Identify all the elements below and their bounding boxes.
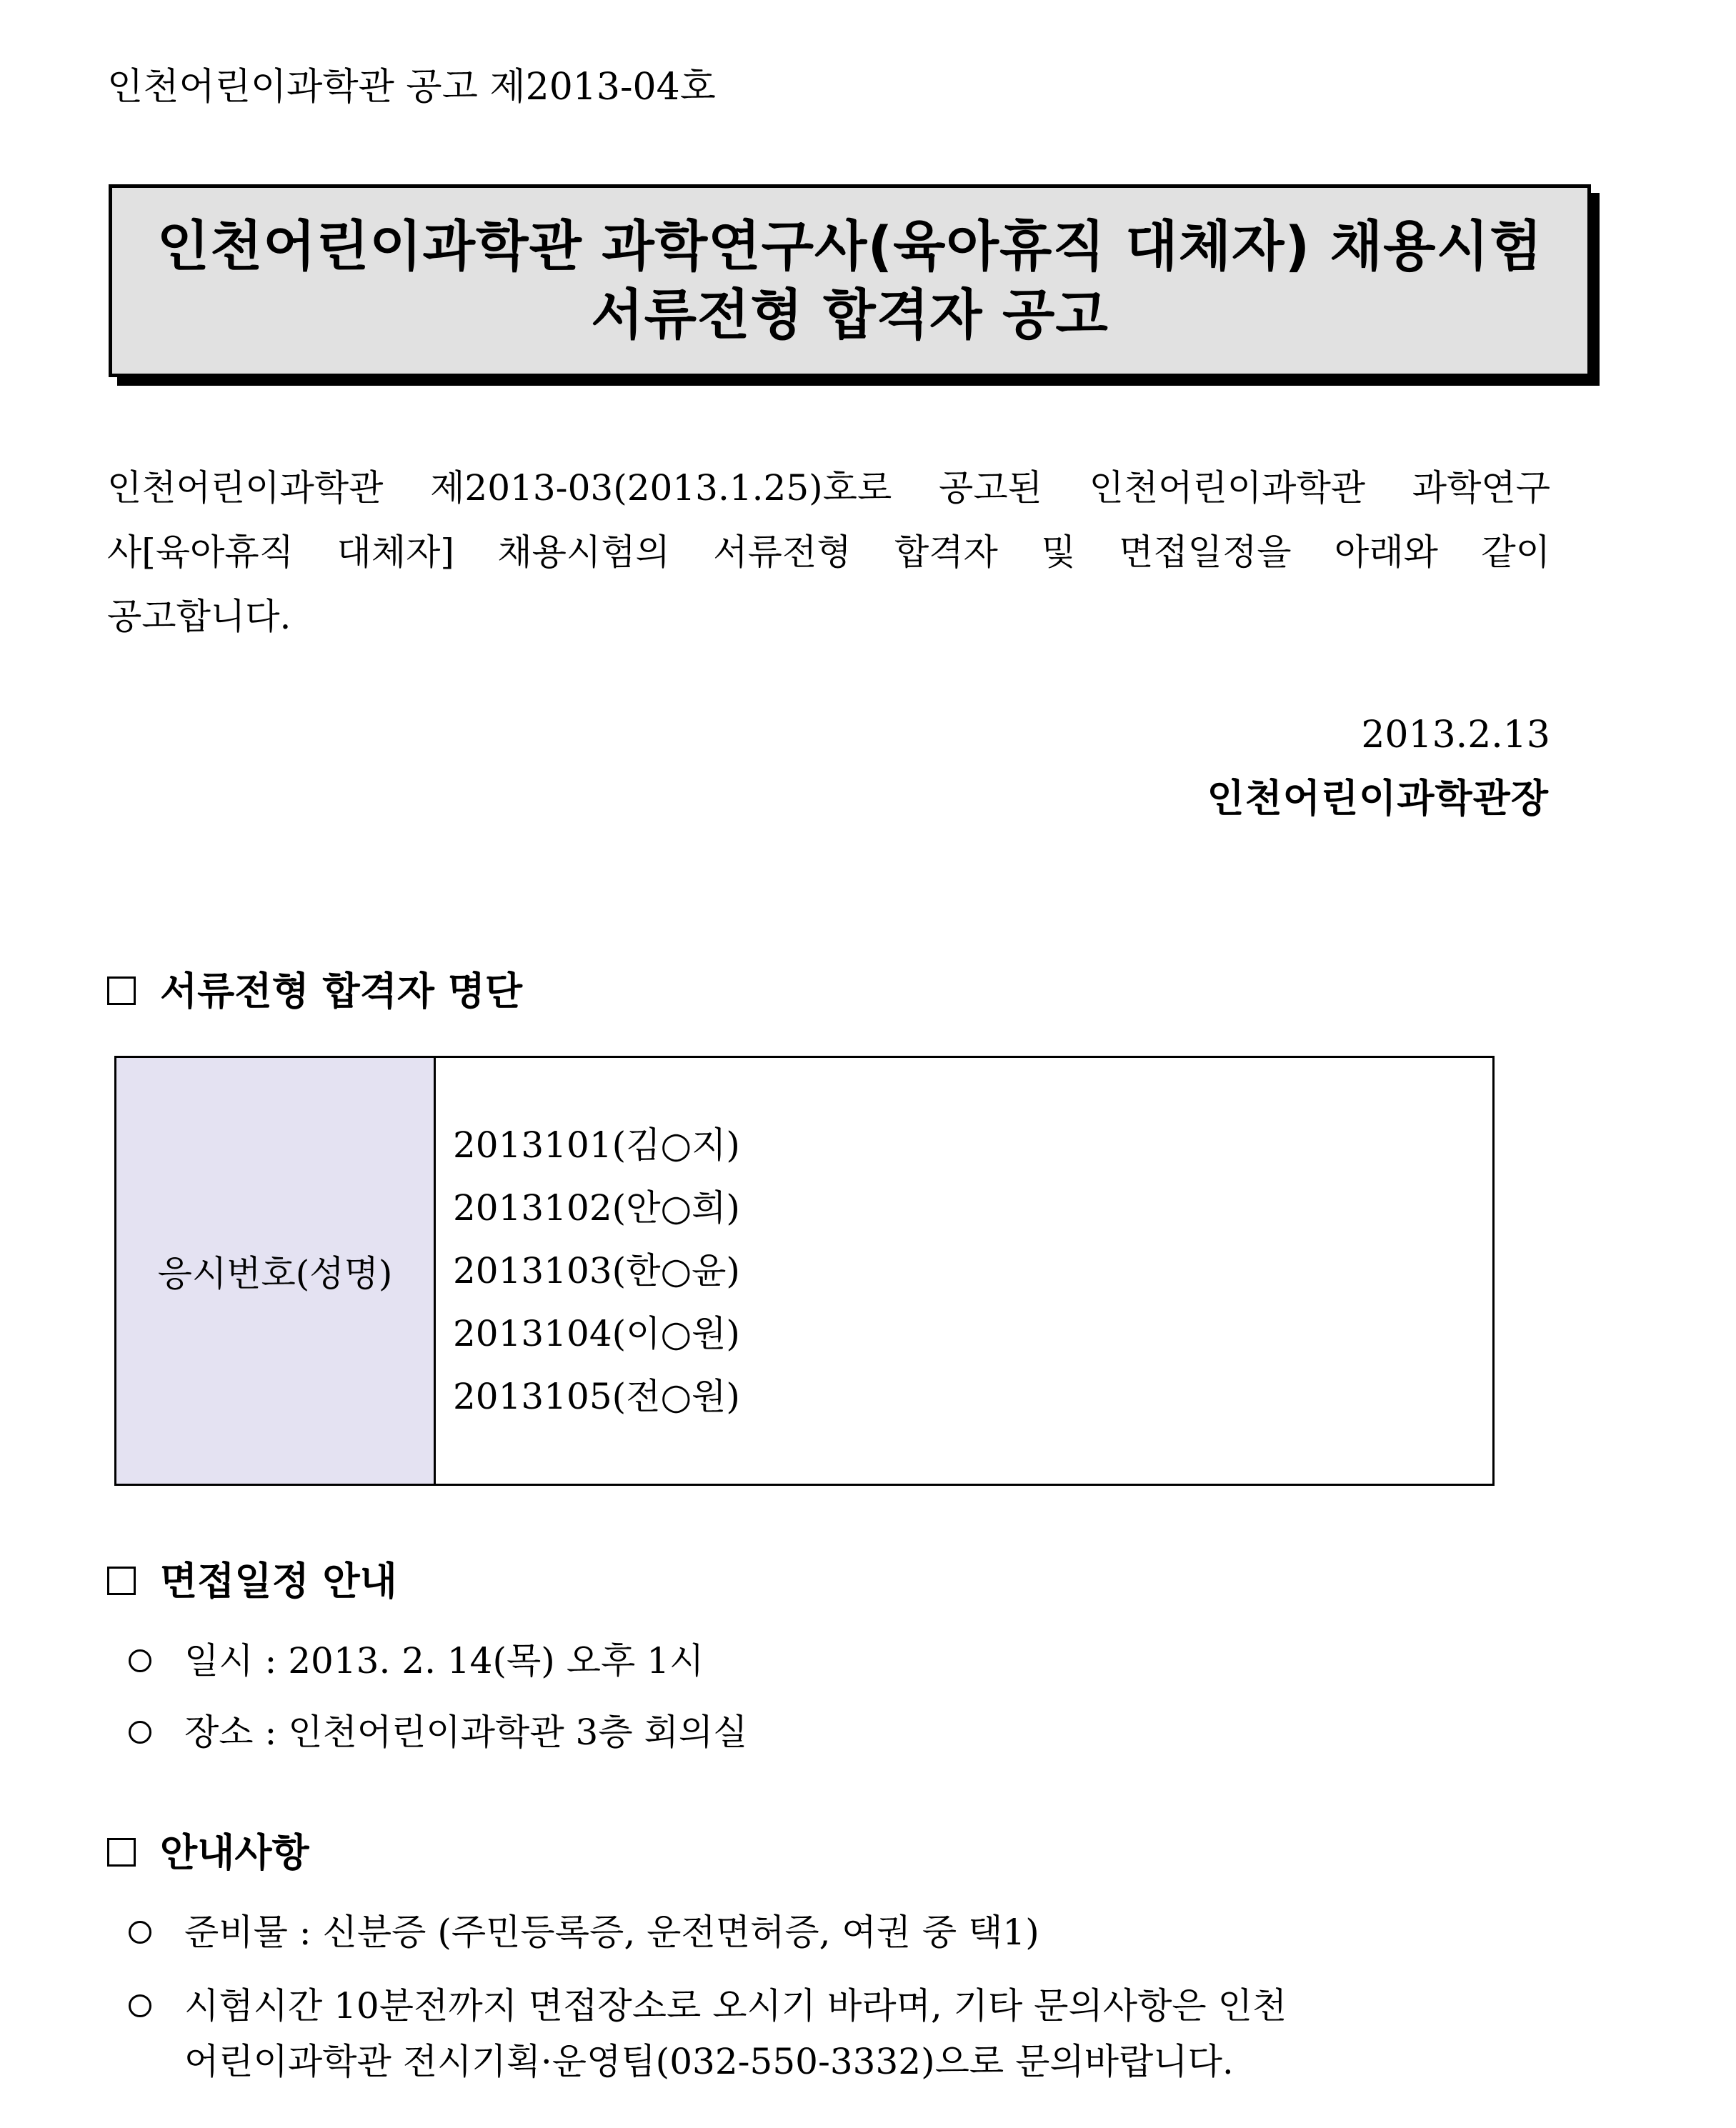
section-heading-interview [107, 1556, 397, 1606]
signature: 인천어린이과학관장 [1207, 775, 1549, 821]
notice-item-1 [129, 1911, 1039, 1954]
announcement-date: 2013.2.13 [1361, 714, 1550, 756]
title-box [109, 184, 1591, 377]
table-header-cell: 응시번호(성명) [116, 1058, 436, 1484]
bullet-text: 준비물 : 신분증 (주민등록증, 운전면허증, 여권 중 택1) [184, 1912, 1039, 1953]
circle-bullet-icon [129, 1921, 151, 1944]
interview-datetime [129, 1639, 704, 1682]
document-number: 인천어린이과학관 공고 제2013-04호 [107, 66, 716, 109]
list-item: 2013101(김○지) [453, 1124, 740, 1166]
list-item: 2013103(한○윤) [453, 1250, 740, 1292]
circle-bullet-icon [129, 1994, 151, 2017]
intro-paragraph [107, 456, 1550, 649]
section-heading-passers [107, 966, 522, 1016]
square-bullet-icon [107, 1838, 136, 1867]
section-title: 면접일정 안내 [160, 1558, 397, 1604]
list-item: 2013104(이○원) [453, 1313, 740, 1354]
section-title: 서류전형 합격자 명단 [160, 968, 523, 1014]
title-line-1: 인천어린이과학관 과학연구사(육아휴직 대체자) 채용시험 [156, 214, 1543, 278]
bullet-text: 일시 : 2013. 2. 14(목) 오후 1시 [184, 1640, 704, 1682]
bullet-text: 시험시간 10분전까지 면접장소로 오시기 바라며, 기타 문의사항은 인천 [184, 1985, 1287, 2027]
intro-line-2: 사[육아휴직 대체자] 채용시험의 서류전형 합격자 및 면접일정을 아래와 같이 [107, 531, 1550, 573]
intro-line-3: 공고합니다. [107, 596, 291, 637]
intro-line-1: 인천어린이과학관 제2013-03(2013.1.25)호로 공고된 인천어린이과학관 과학연구 [107, 467, 1550, 509]
square-bullet-icon [107, 1567, 136, 1595]
list-item: 2013102(안○희) [453, 1187, 740, 1229]
circle-bullet-icon [129, 1721, 151, 1744]
list-item: 2013105(전○원) [453, 1376, 740, 1417]
section-title: 안내사항 [160, 1829, 309, 1875]
section-heading-notice [107, 1827, 309, 1877]
title-line-2: 서류전형 합격자 공고 [591, 283, 1109, 346]
interview-location [129, 1711, 747, 1754]
table-data-cell [436, 1058, 1492, 1484]
notice-item-2 [129, 1984, 1287, 2027]
passers-table [114, 1056, 1495, 1486]
notice-item-2-continuation: 어린이과학관 전시기획·운영팀(032-550-3332)으로 문의바랍니다. [184, 2041, 1234, 2082]
bullet-text: 장소 : 인천어린이과학관 3층 회의실 [184, 1712, 748, 1753]
circle-bullet-icon [129, 1649, 151, 1672]
square-bullet-icon [107, 976, 136, 1005]
